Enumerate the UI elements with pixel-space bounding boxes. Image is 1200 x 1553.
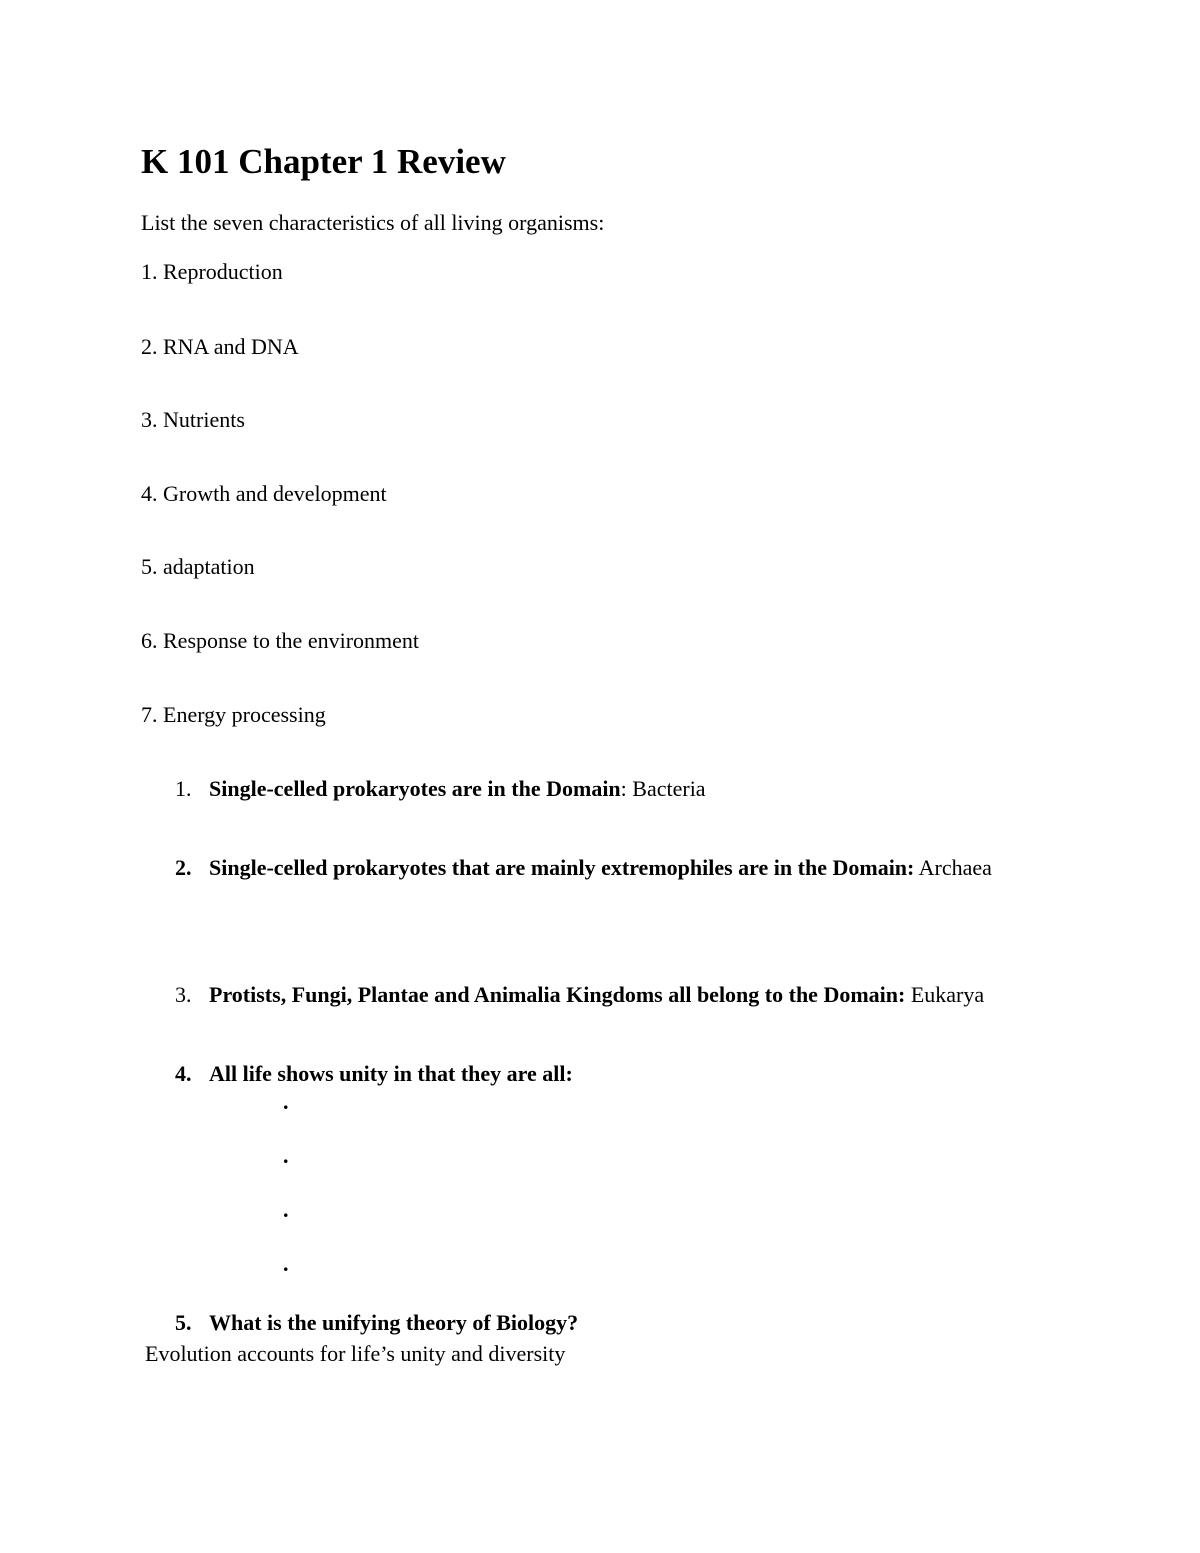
final-answer-text: Evolution accounts for life’s unity and diversity	[145, 1341, 566, 1366]
characteristic-item: 4. Growth and development	[141, 481, 387, 506]
question-answer: : Bacteria	[620, 776, 706, 801]
question-number: 1.	[175, 776, 192, 801]
question-prompt: Single-celled prokaryotes are in the Domain	[209, 776, 621, 801]
characteristic-item: 6. Response to the environment	[141, 628, 420, 653]
question-number: 5.	[175, 1310, 192, 1335]
characteristic-item: 5. adaptation	[141, 554, 255, 579]
question-1	[175, 775, 706, 803]
unity-bullet: .	[283, 1251, 289, 1276]
characteristic-item: 1. Reproduction	[141, 259, 283, 284]
characteristic-item: 3. Nutrients	[141, 407, 245, 432]
question-prompt: All life shows unity in that they are all:	[209, 1061, 573, 1086]
characteristic-item: 7. Energy processing	[141, 702, 326, 727]
question-5	[175, 1309, 578, 1337]
document-title: K 101 Chapter 1 Review	[141, 142, 506, 181]
question-3	[175, 981, 984, 1009]
question-prompt: Protists, Fungi, Plantae and Animalia Kingdoms all belong to the Domain:	[209, 982, 906, 1007]
unity-bullet: .	[283, 1197, 289, 1222]
unity-bullet: .	[283, 1089, 289, 1114]
question-number: 3.	[175, 982, 192, 1007]
question-number: 2.	[175, 855, 192, 880]
unity-bullet: .	[283, 1143, 289, 1168]
question-prompt: What is the unifying theory of Biology?	[209, 1310, 579, 1335]
question-number: 4.	[175, 1061, 192, 1086]
characteristic-item: 2. RNA and DNA	[141, 334, 299, 359]
question-2	[175, 854, 992, 882]
question-prompt: Single-celled prokaryotes that are mainly extremophiles are in the Domain:	[209, 855, 915, 880]
instruction-text: List the seven characteristics of all living organisms:	[141, 210, 605, 235]
question-answer: Eukarya	[905, 982, 985, 1007]
question-4	[175, 1060, 573, 1088]
question-answer: Archaea	[914, 855, 992, 880]
